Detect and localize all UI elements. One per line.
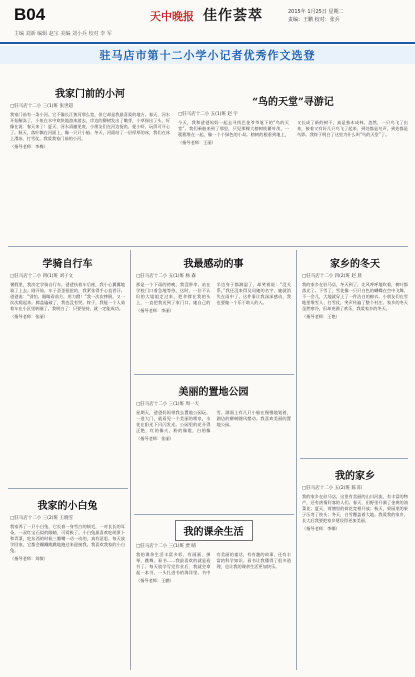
section-title: 佳作荟萃	[203, 8, 263, 24]
article-body: 我的课余生活丰富多彩，有画画、弹琴、跳舞、看书……我最喜欢的就是看书了。每天放学写完作业后，我就会拿起一本书，一头扎进书的海洋里。书中有美丽的童话，有有趣的故事，还有丰富的科学知识。看书让我懂得了很多道理，也让我的课余生活更加快乐。	[136, 552, 291, 576]
article-title: 家乡的冬天	[330, 259, 380, 270]
article-body: 那是一个下雨的傍晚，我没带伞，站在学校门口着急地等待。这时，一位不认识的大姐姐走过来，把伞撑在我的头上，一直把我送到了家门口。她自己的半边身子都淋湿了，却笑着说：“没关系。”我还没来得及问她的名字，她就消失在雨中了。这件事让我深深感动，我也要做一个乐于助人的人。	[136, 282, 291, 306]
article-title: 我的家乡	[335, 471, 375, 482]
newspaper-name: 天中晚报	[150, 10, 194, 23]
staff-line: 主编 刘新 编辑 赵宝 美编 刘小兵 校对 李 军	[14, 31, 112, 37]
article-teacher: （指导老师：李梅）	[10, 144, 48, 150]
divider	[8, 246, 408, 247]
article-body: 星期天，爸爸妈妈带我去置地公园玩。一进大门，就看见一个美丽的喷泉，水花在阳光下闪闪发光。公园里的花开得正艳，红的像火，粉的像霞，白的像雪。湖面上有几只小船在慢慢地划着，湖边的柳树随风摆动。我喜欢美丽的置地公园。	[136, 410, 291, 434]
article-teacher: （指导老师：王艳）	[302, 314, 340, 320]
article-byline: □驻马店十二小 四(2)班 赵 晨	[302, 274, 362, 279]
article-title: 我最感动的事	[183, 259, 244, 270]
article-body: 我的家乡在驻马店，冬天到了，北风呼呼地吹着，树叶都落光了。下雪了，雪花像一只只白色的蝴蝶在空中飞舞，不一会儿，大地就穿上了一件洁白的棉衣。小朋友们在雪地里堆雪人、打雪仗，笑声传遍了整个村庄。家乡的冬天虽然寒冷，但却充满了欢乐，我爱家乡的冬天。	[302, 282, 408, 312]
article-title: 我的课余生活	[175, 520, 253, 541]
article-body: 暑假里，我决定学骑自行车。爸爸扶着车后座，我小心翼翼地骑了上去。刚开始，车子歪歪扭扭的，我紧张得手心直冒汗。爸爸说：“别怕，眼睛看前方，用力蹬！”我一次次摔倒，又一次次爬起来。膝盖磕破了，我也没有哭。终于，我能一个人骑着车在小区里转圈了。我明白了：只要坚持，就一定能成功。	[10, 282, 125, 312]
section-banner	[0, 46, 415, 64]
article-hometown	[302, 464, 408, 670]
article-river	[10, 82, 170, 242]
article-white-rabbit	[10, 494, 125, 670]
article-title: 我家门前的小河	[55, 89, 125, 100]
divider	[134, 514, 294, 515]
divider	[134, 374, 294, 375]
article-bird-paradise	[178, 90, 408, 240]
article-teacher: （指导老师：王鹏）	[136, 578, 174, 584]
article-body: 我家养了一只小白兔，它长着一身雪白的绒毛，一对长长的耳朵，一双红宝石似的眼睛，可爱极了。小白兔最喜欢吃胡萝卜和青菜，吃东西的时候三瓣嘴一动一动的，真有意思。每天放学回家，它都会蹦蹦跳跳地跑过来迎接我。我喜欢我家的小白兔。	[10, 524, 125, 554]
article-byline: □驻马店十二小 四(1)班 刘子文	[10, 274, 73, 279]
article-title: “鸟的天堂”寻游记	[252, 97, 334, 108]
divider	[130, 250, 131, 670]
article-winter	[302, 252, 408, 452]
article-teacher: （指导老师：张丽）	[136, 436, 174, 442]
article-title: 学骑自行车	[42, 259, 93, 270]
article-byline: □驻马店十二小 三(1)班 周一天	[136, 402, 199, 407]
article-park	[136, 380, 291, 510]
article-byline: □驻马店十二小 三(2)班 王晓雪	[10, 516, 73, 521]
page-number: B04	[14, 5, 46, 24]
banner-title: 驻马店市第十二小学小记者优秀作文选登	[99, 49, 316, 62]
article-byline: □驻马店十二小 五(2)班 陈 阳	[302, 486, 362, 491]
article-title: 我家的小白兔	[37, 501, 98, 512]
article-byline: □驻马店十二小 五(1)班 赵 宇	[178, 112, 238, 117]
article-teacher: （指导老师：李丽）	[136, 308, 174, 314]
article-teacher: （指导老师：刘敏）	[10, 556, 48, 562]
article-byline: □驻马店十二小 三(1)班 贾 晴	[136, 544, 196, 549]
divider	[8, 488, 128, 489]
article-body: 我的家乡在驻马店，这里有美丽的山川河流，有丰富的物产，还有热情好客的人们。春天，田野里开满了金黄的油菜花；夏天，荷塘里的荷花竞相开放；秋天，果园里的果子压弯了枝头；冬天，白雪覆盖着大地。我爱我的家乡，长大后我要把家乡建设得更加美丽。	[302, 494, 408, 524]
divider	[300, 458, 408, 459]
issue-date: 2015年 1月25日 星期二	[288, 9, 344, 15]
page-header	[0, 0, 415, 44]
article-teacher: （指导老师：李娜）	[302, 526, 340, 532]
article-bicycle	[10, 252, 125, 482]
article-body: 我家门前有一条小河。它不像长江黄河那么宽，但它却是我最喜爱的地方。春天，河水开始解冻了，小鱼在水中欢快地游来游去，岸边的柳树发出了嫩芽，小草探出了头，好像在说：春天来了！夏天，河水清澈见底，小朋友们在河边捉鱼、捉小虾，玩得可开心了。秋天，落叶飘在河面上，像一只只小船。冬天，河面结了一层厚厚的冰，我们在冰上滑冰、打雪仗。我爱我家门前的小河。	[10, 112, 170, 142]
editor-line: 责编：王鹏 校对：张兵	[288, 17, 340, 23]
article-body: 今天，我和爸爸妈妈一起去寻找巴金爷爷笔下的“鸟的天堂”。我们乘船来到了那里，只见那棵大榕树枝繁叶茂，一簇簇堆在一起，像一个个绿色的小岛。榕树的根垂到地上，又长成了新的树干，真是独木成林。忽然，一只鸟飞了出来，接着又有好几只鸟飞了起来，到处都是鸟声，到处都是鸟影。我终于明白了这里为什么叫“鸟的天堂”了。	[178, 120, 408, 138]
article-after-school	[136, 520, 291, 670]
article-byline: □驻马店十二小 三(1)班 张世超	[10, 104, 73, 109]
article-teacher: （指导老师：张丽）	[10, 314, 48, 320]
article-teacher: （指导老师：王丽）	[178, 140, 216, 146]
article-moving-thing	[136, 252, 291, 370]
article-byline: □驻马店十二小 五(1)班 杨 森	[136, 274, 196, 279]
article-title: 美丽的置地公园	[178, 387, 249, 398]
divider	[296, 250, 297, 670]
